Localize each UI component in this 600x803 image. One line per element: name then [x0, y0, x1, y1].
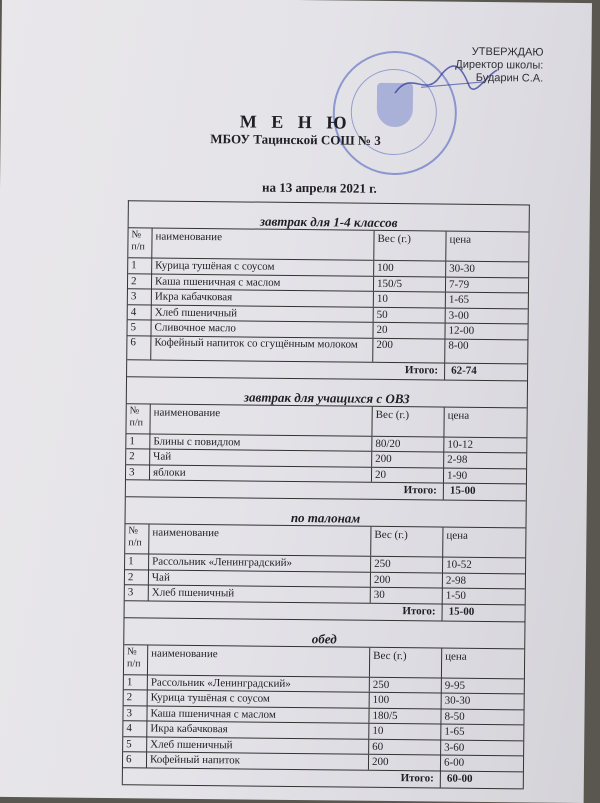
item-name: Хлеб пшеничный: [147, 737, 369, 754]
item-name: Сливочное масло: [151, 320, 373, 337]
item-num: 5: [127, 320, 151, 335]
item-price: 30-30: [444, 694, 471, 707]
item-price: 10-12: [447, 438, 474, 451]
item-num: 1: [128, 258, 152, 273]
total-label: Итого:: [126, 480, 444, 499]
approval-person: Бударин С.А.: [475, 71, 544, 85]
item-weight: 20: [373, 323, 445, 338]
header-num: № п/п: [128, 228, 152, 257]
item-weight: 180/5: [369, 708, 441, 723]
item-price: 8-00: [448, 339, 469, 352]
section-title: обед: [124, 618, 524, 649]
header-price: цена: [447, 409, 470, 422]
item-weight: 50: [374, 307, 446, 322]
approval-block: [455, 46, 543, 86]
item-price: 2-98: [447, 453, 468, 466]
header-price: цена: [449, 233, 472, 246]
header-name: наименование: [148, 645, 370, 676]
item-num: 3: [123, 706, 147, 721]
item-name: Рассольник «Ленинградский»: [148, 675, 370, 692]
item-num: 1: [126, 434, 150, 449]
page-title: М Е Н Ю: [239, 111, 352, 133]
item-num: 4: [123, 721, 147, 736]
item-name: Рассольник «Ленинградский»: [149, 554, 371, 571]
item-weight: 100: [374, 261, 446, 276]
total-value: 62-74: [451, 364, 477, 377]
item-num: 6: [127, 336, 151, 359]
item-price: 1-65: [444, 725, 465, 738]
header-name: наименование: [150, 404, 372, 435]
item-name: Чай: [149, 570, 371, 587]
item-weight: 10: [374, 292, 446, 307]
item-num: 2: [125, 570, 149, 585]
item-price: 1-90: [446, 469, 468, 482]
item-weight: 200: [373, 338, 445, 362]
item-num: 2: [126, 449, 150, 464]
item-weight: 30: [371, 588, 443, 603]
item-price: 3-00: [448, 309, 469, 322]
item-weight: 250: [370, 677, 442, 692]
item-name: Блины с повидлом: [150, 434, 372, 451]
item-price: 9-95: [444, 679, 466, 692]
table-header-row: [124, 645, 524, 679]
item-num: 2: [124, 690, 148, 705]
header-weight: Вес (г.): [370, 647, 442, 677]
item-num: 3: [125, 585, 149, 600]
section-title: завтрак для учащихся с ОВЗ: [127, 377, 527, 408]
item-price: 12-00: [448, 324, 475, 337]
menu-section: [127, 201, 529, 381]
total-value: 15-00: [449, 484, 476, 497]
item-num: 4: [128, 305, 152, 320]
table-header-row: [126, 404, 526, 438]
item-name: Икра кабачковая: [147, 721, 369, 738]
item-name: Каша пшеничная с маслом: [147, 706, 369, 723]
menu-section: [126, 377, 527, 502]
header-weight: Вес (г.): [372, 406, 444, 436]
item-weight: 200: [372, 452, 444, 467]
item-weight: 10: [369, 724, 441, 739]
item-name: Чай: [150, 449, 372, 466]
item-price: 1-50: [445, 589, 467, 602]
header-num: № п/п: [125, 524, 149, 553]
item-num: 1: [125, 554, 149, 569]
item-num: 3: [128, 289, 152, 304]
section-title: завтрак для 1-4 классов: [129, 201, 529, 232]
school-name: МБОУ Тацинской СОШ № 3: [210, 131, 381, 148]
item-price: 30-30: [449, 262, 475, 275]
total-label: Итого:: [127, 360, 445, 379]
item-price: 6-00: [443, 756, 465, 769]
header-name: наименование: [149, 524, 371, 555]
item-weight: 200: [371, 572, 443, 587]
section-title: по талонам: [126, 497, 526, 528]
item-price: 10-52: [446, 558, 472, 571]
item-price: 8-50: [444, 710, 465, 723]
item-price: 2-98: [445, 574, 467, 587]
item-num: 1: [124, 675, 148, 690]
total-row: [123, 768, 523, 789]
item-name: Каша пшеничная с маслом: [152, 274, 374, 291]
menu-section: [123, 618, 525, 789]
total-label: Итого:: [123, 768, 441, 787]
menu-date: на 13 апреля 2021 г.: [261, 179, 377, 196]
header-name: наименование: [152, 229, 374, 260]
item-name: яблоки: [150, 465, 372, 482]
item-name: Курица тушёная с соусом: [148, 690, 370, 707]
item-weight: 20: [372, 467, 444, 482]
header-num: № п/п: [124, 645, 148, 674]
header-price: цена: [446, 529, 469, 542]
item-weight: 60: [369, 739, 441, 754]
item-weight: 100: [370, 693, 442, 708]
item-num: 2: [128, 274, 152, 289]
table-header-row: [128, 228, 528, 262]
item-name: Хлеб пшеничный: [149, 585, 371, 602]
item-weight: 250: [371, 557, 443, 572]
item-weight: 80/20: [372, 436, 444, 451]
item-num: 5: [123, 737, 147, 752]
table-header-row: [125, 524, 525, 558]
header-weight: Вес (г.): [374, 231, 446, 261]
item-num: 6: [123, 752, 147, 767]
item-name: Икра кабачковая: [152, 289, 374, 306]
item-price: 3-60: [444, 741, 465, 754]
item-name: Хлеб пшеничный: [152, 305, 374, 322]
total-value: 60-00: [446, 772, 473, 785]
item-weight: 200: [369, 755, 441, 770]
header-price: цена: [445, 650, 467, 663]
item-price: 1-65: [448, 293, 470, 306]
total-label: Итого:: [125, 601, 443, 620]
approval-position: Директор школы:: [455, 58, 544, 72]
item-name: Курица тушёная с соусом: [152, 258, 374, 275]
item-price: 7-79: [448, 278, 470, 291]
header-weight: Вес (г.): [371, 527, 443, 557]
menu-table: [122, 200, 530, 789]
total-value: 15-00: [448, 605, 475, 618]
header-num: № п/п: [126, 404, 150, 433]
item-name: Кофейный напиток со сгущённым молоком: [151, 336, 373, 361]
item-num: 3: [126, 465, 150, 480]
menu-section: [125, 497, 526, 622]
item-name: Кофейный напиток: [147, 752, 369, 769]
item-weight: 150/5: [374, 276, 446, 291]
approval-heading: УТВЕРЖДАЮ: [471, 45, 544, 59]
